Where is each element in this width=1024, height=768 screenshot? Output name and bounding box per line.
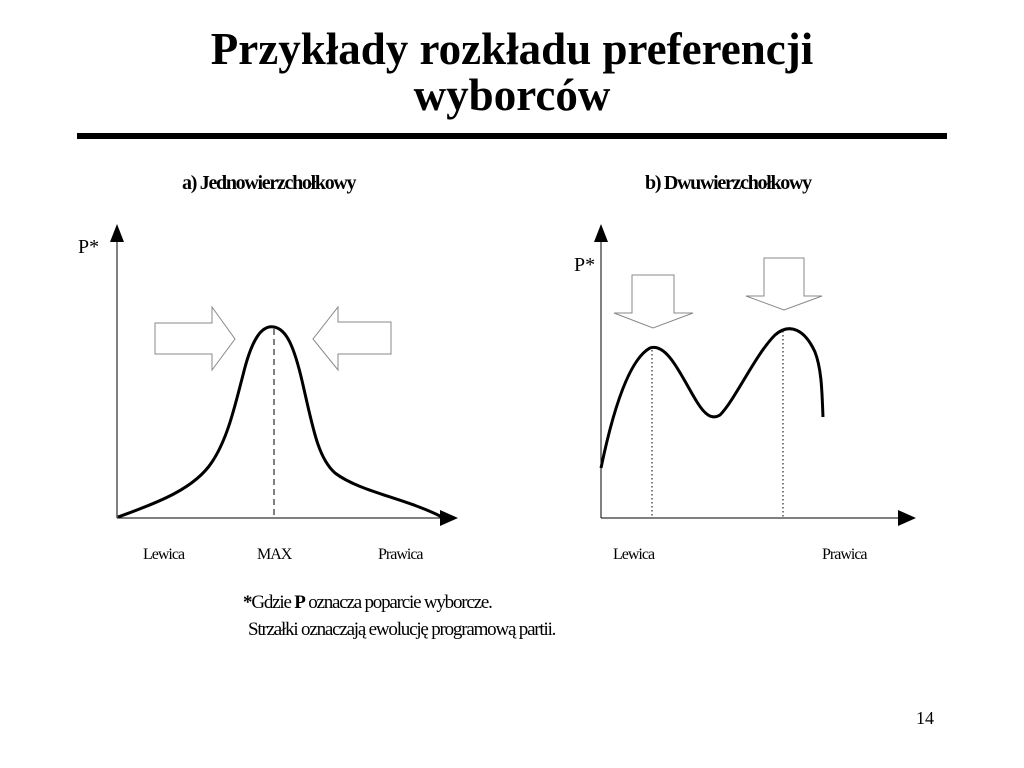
- panel-b-down-arrow-right: [746, 258, 822, 310]
- panel-b-x-left-label: Lewica: [613, 546, 655, 563]
- panel-a-subtitle: a) Jednowierzchołkowy: [182, 172, 356, 194]
- panel-a-y-label: P*: [78, 236, 100, 258]
- panel-b-axes: [594, 224, 916, 526]
- panel-b-subtitle: b) Dwuwierzchołkowy: [645, 172, 811, 194]
- panel-a-x-right-label: Prawica: [378, 546, 423, 563]
- panel-a-right-arrow: [155, 307, 235, 370]
- panel-a-x-axis-arrowhead: [440, 510, 458, 526]
- panel-a-x-mid-label: MAX: [257, 546, 292, 563]
- panel-b-double-peak-curve: [601, 329, 823, 468]
- panel-a-axes: [110, 224, 458, 526]
- panel-b-x-axis-arrowhead: [898, 510, 916, 526]
- footnote-star: *: [243, 592, 252, 613]
- panel-a-single-peak-curve: [118, 327, 442, 517]
- panel-a-x-left-label: Lewica: [143, 546, 185, 563]
- panel-a-left-arrow: [313, 307, 391, 370]
- page-number: 14: [916, 708, 934, 728]
- panel-a-y-axis-arrowhead: [110, 224, 124, 242]
- panel-b-down-arrow-left: [614, 275, 693, 328]
- footnote-text-after: oznacza poparcie wyborcze.: [304, 592, 492, 613]
- title-line-2: wyborców: [413, 70, 611, 120]
- footnote-text-before: Gdzie: [251, 592, 295, 613]
- panel-b-y-axis-arrowhead: [594, 224, 608, 242]
- footnote-line-1: [243, 592, 492, 614]
- footnote-line-2: Strzałki oznaczają ewolucję programową partii.: [248, 619, 556, 640]
- title-line-1: Przykłady rozkładu preferencji: [210, 24, 814, 74]
- footnote-bold-p: P: [294, 592, 305, 613]
- panel-b-y-label: P*: [574, 254, 596, 276]
- panel-b-x-right-label: Prawica: [822, 546, 867, 563]
